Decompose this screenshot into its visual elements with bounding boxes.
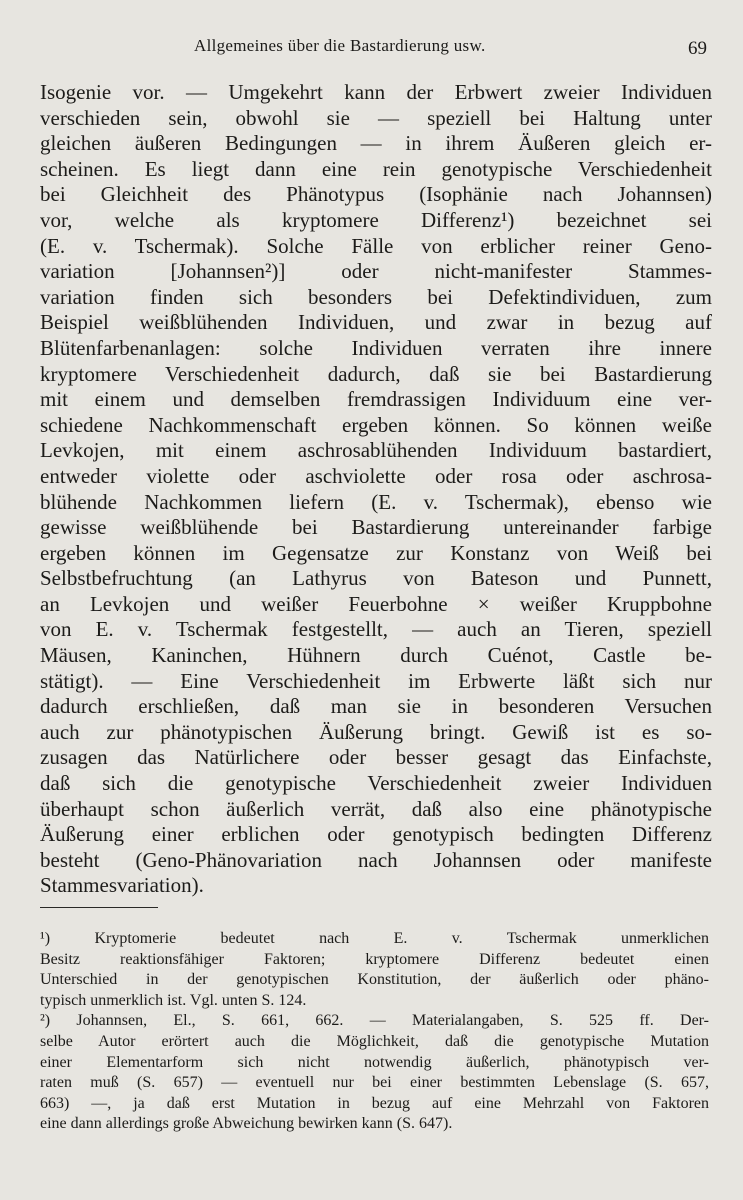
page-number: 69 — [688, 38, 707, 59]
text-line: überhaupt schon äußerlich verrät, daß also eine phänotypische — [40, 796, 712, 821]
text-line: variation finden sich besonders bei Defektindividuen, zum — [40, 284, 712, 309]
text-line: Mäusen, Kaninchen, Hühnern durch Cuénot, Castle be- — [40, 643, 712, 668]
text-line: mit einem und demselben fremdrassigen Individuum eine ver- — [40, 387, 712, 412]
text-line: auch zur phänotypischen Äußerung bringt. Gewiß ist es so- — [40, 719, 712, 744]
text-line: von E. v. Tschermak festgestellt, — auch an Tieren, speziell — [40, 617, 712, 642]
footnote-line: raten muß (S. 657) — eventuell nur bei einer bestimmten Lebenslage (S. 657, — [40, 1074, 709, 1092]
text-line: Beispiel weißblühenden Individuen, und zwar in bezug auf — [40, 310, 712, 335]
text-line: Levkojen, mit einem aschrosablühenden Individuum bastardiert, — [40, 438, 712, 463]
footnote-line: eine dann allerdings große Abweichung bewirken kann (S. 647). — [40, 1115, 453, 1133]
text-line: Stammesvariation). — [40, 873, 204, 898]
text-line: daß sich die genotypische Verschiedenheit zweier Individuen — [40, 771, 712, 796]
footnote-line: selbe Autor erörtert auch die Möglichkeit, daß die genotypische Mutation — [40, 1032, 709, 1050]
text-line: zusagen das Natürlichere oder besser gesagt das Einfachste, — [40, 745, 712, 770]
text-line: Isogenie vor. — Umgekehrt kann der Erbwert zweier Individuen — [40, 80, 712, 104]
text-line: gleichen äußeren Bedingungen — in ihrem Äußeren gleich er- — [40, 131, 712, 156]
text-line: stätigt). — Eine Verschiedenheit im Erbwerte läßt sich nur — [40, 668, 712, 693]
text-line: Blütenfarbenanlagen: solche Individuen verraten ihre innere — [40, 335, 712, 360]
footnote-line: 663) —, ja daß erst Mutation in bezug auf eine Mehrzahl von Faktoren — [40, 1094, 709, 1112]
text-line: blühende Nachkommen liefern (E. v. Tschermak), ebenso wie — [40, 489, 712, 514]
text-line: besteht (Geno-Phänovariation nach Johannsen oder manifeste — [40, 847, 712, 872]
footnote-line: ²) Johannsen, El., S. 661, 662. — Materialangaben, S. 525 ff. Der- — [40, 1012, 709, 1030]
text-line: Selbstbefruchtung (an Lathyrus von Bateson und Punnett, — [40, 566, 712, 591]
text-line: vor, welche als kryptomere Differenz¹) bezeichnet sei — [40, 207, 712, 232]
text-line: (E. v. Tschermak). Solche Fälle von erblicher reiner Geno- — [40, 233, 712, 258]
footnote-line: einer Elementarform sich nicht notwendig äußerlich, phänotypisch ver- — [40, 1053, 709, 1071]
text-line: an Levkojen und weißer Feuerbohne × weißer Kruppbohne — [40, 591, 712, 616]
text-line: dadurch erschließen, daß man sie in besonderen Versuchen — [40, 694, 712, 719]
main-text — [40, 80, 712, 899]
footnote-line: Besitz reaktionsfähiger Faktoren; kryptomere Differenz bedeutet einen — [40, 950, 709, 968]
footnotes — [40, 929, 709, 1135]
text-line: bei Gleichheit des Phänotypus (Isophänie nach Johannsen) — [40, 182, 712, 207]
text-line: variation [Johannsen²)] oder nicht-manifester Stammes- — [40, 259, 712, 284]
footnote-divider — [40, 907, 158, 908]
running-head-title: Allgemeines über die Bastardierung usw. — [194, 36, 486, 55]
text-line: verschieden sein, obwohl sie — speziell bei Haltung unter — [40, 105, 712, 130]
footnote-line: typisch unmerklich ist. Vgl. unten S. 124. — [40, 991, 307, 1009]
text-line: ergeben können im Gegensatze zur Konstanz von Weiß bei — [40, 540, 712, 565]
text-line: gewisse weißblühende bei Bastardierung untereinander farbige — [40, 515, 712, 540]
footnote-line: ¹) Kryptomerie bedeutet nach E. v. Tschermak unmerklichen — [40, 930, 709, 947]
running-head — [0, 36, 743, 60]
footnote-line: Unterschied in der genotypischen Konstitution, der äußerlich oder phäno- — [40, 971, 709, 989]
text-line: scheinen. Es liegt dann eine rein genotypische Verschiedenheit — [40, 156, 712, 181]
text-line: schiedene Nachkommenschaft ergeben können. So können weiße — [40, 412, 712, 437]
text-line: kryptomere Verschiedenheit dadurch, daß sie bei Bastardierung — [40, 361, 712, 386]
text-line: Äußerung einer erblichen oder genotypisch bedingten Differenz — [40, 822, 712, 847]
text-line: entweder violette oder aschviolette oder rosa oder aschrosa- — [40, 463, 712, 488]
